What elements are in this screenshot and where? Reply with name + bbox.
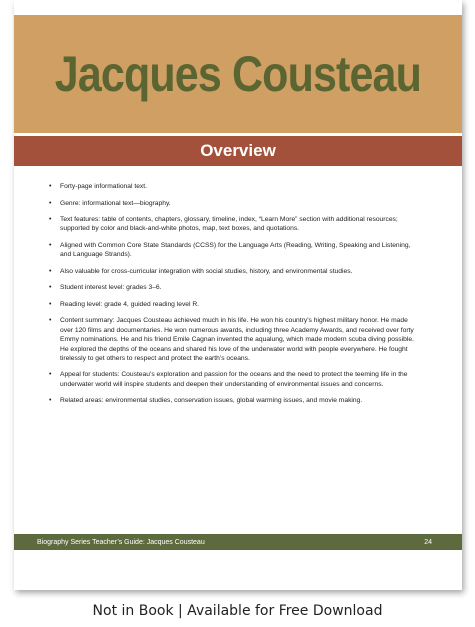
list-item xyxy=(48,316,418,363)
list-item xyxy=(48,182,418,191)
bullet-icon: • xyxy=(49,241,52,249)
list-item xyxy=(48,267,418,276)
bullet-icon: • xyxy=(49,216,52,223)
bullet-icon: • xyxy=(49,199,52,207)
list-item-text: Genre: informational text—biography. xyxy=(60,199,171,207)
list-item-text: Related areas: environmental studies, conservation issues, global warming issues, and movie making. xyxy=(60,397,363,405)
section-heading: Overview xyxy=(200,141,276,160)
footer-guide-title: Biography Series Teacher’s Guide: Jacques Cousteau xyxy=(37,538,205,546)
bullet-icon: • xyxy=(49,317,52,325)
overview-content xyxy=(48,182,418,413)
list-item-text: Forty-page informational text. xyxy=(60,183,147,190)
list-item xyxy=(48,300,418,309)
bullet-icon: • xyxy=(49,300,52,308)
list-item-text: Also valuable for cross-curricular integration with social studies, history, and environmental studies. xyxy=(60,267,353,275)
section-heading-band xyxy=(14,136,462,166)
bullet-icon: • xyxy=(49,284,52,292)
bullet-icon: • xyxy=(49,183,52,190)
document-page xyxy=(14,0,462,590)
list-item-text: Reading level: grade 4, guided reading level R. xyxy=(60,300,200,308)
bullet-icon: • xyxy=(49,397,52,405)
footer-page-number: 24 xyxy=(424,538,432,546)
bullet-icon: • xyxy=(49,267,52,275)
list-item xyxy=(48,370,418,389)
list-item xyxy=(48,199,418,208)
list-item xyxy=(48,215,418,234)
page-footer xyxy=(14,534,462,550)
list-item-text: Content summary: Jacques Cousteau achieved much in his life. He won his country’s highest military honor. He made over 120 films and documentaries. He won numerous awards, including three Academy Awards, and received over forty Emmy nominations. He and his friend Emile Cagnan invented the aqualung, which made modern scuba diving possible. He explored the depths of the oceans and shared his love of the underwater world with people everywhere. He fought tirelessly to get others to respect and protect the earth’s oceans. xyxy=(60,317,414,362)
list-item-text: Student interest level: grades 3–6. xyxy=(60,284,162,292)
list-item xyxy=(48,241,418,260)
page-title: Jacques Cousteau xyxy=(54,46,422,102)
bullet-icon: • xyxy=(49,371,52,379)
bullet-list xyxy=(48,182,418,406)
list-item-text: Aligned with Common Core State Standards (CCSS) for the Language Arts (Reading, Writing, Speaking and Listening, and Language Strands). xyxy=(60,241,411,259)
list-item-text: Appeal for students: Cousteau’s exploration and passion for the oceans and the need to protect the teeming life in the underwater world will inspire students and deepen their understanding of environmental issues and concerns. xyxy=(60,371,408,388)
title-band xyxy=(14,15,462,133)
list-item xyxy=(48,396,418,405)
download-caption: Not in Book | Available for Free Download xyxy=(92,603,383,619)
list-item xyxy=(48,283,418,292)
list-item-text: Text features: table of contents, chapters, glossary, timeline, index, “Learn More” section with additional resources; supported by color and black-and-white photos, map, text boxes, and quotations. xyxy=(60,216,398,233)
